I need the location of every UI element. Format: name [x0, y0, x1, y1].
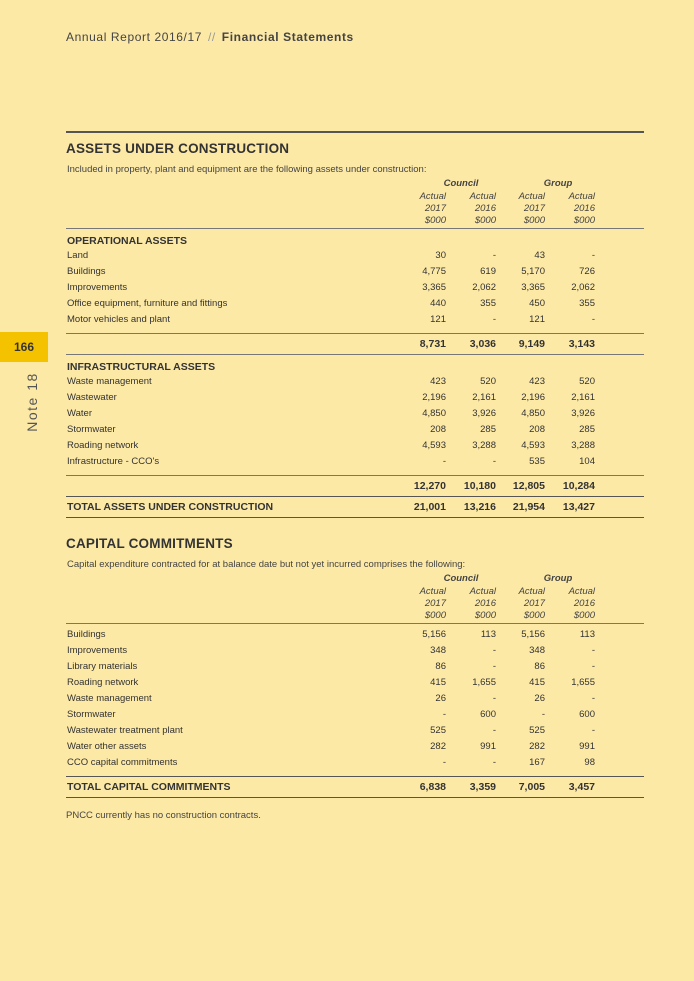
- row-value: -: [492, 725, 496, 736]
- col-actual: Actual: [469, 191, 496, 202]
- row-value: 415: [430, 677, 446, 688]
- row-value: 113: [480, 629, 496, 640]
- row-value: -: [492, 757, 496, 768]
- page-number: 166: [13, 340, 35, 354]
- cc-title: CAPITAL COMMITMENTS: [66, 536, 233, 551]
- table-row: [66, 454, 644, 470]
- assets-under-construction-section: [66, 131, 644, 518]
- row-value: 285: [579, 424, 595, 435]
- table-row: [66, 723, 644, 739]
- col-year: 2017: [424, 598, 446, 609]
- auc-title: ASSETS UNDER CONSTRUCTION: [66, 141, 290, 156]
- row-value: -: [492, 645, 496, 656]
- row-value: 208: [529, 424, 545, 435]
- row-value: 3,365: [521, 282, 545, 293]
- table-row: [66, 280, 644, 296]
- row-value: -: [591, 693, 595, 704]
- table-row: [66, 707, 644, 723]
- row-value: 4,593: [422, 440, 446, 451]
- row-value: 3,926: [472, 408, 496, 419]
- col-actual: Actual: [568, 586, 595, 597]
- auc-grand-total-row: TOTAL ASSETS UNDER CONSTRUCTION 21,001 13,216 21,954 13,427: [67, 501, 595, 513]
- col-actual: Actual: [518, 586, 545, 597]
- row-value: 113: [579, 629, 595, 640]
- row-value: 1,655: [571, 677, 595, 688]
- row-label: Wastewater: [67, 392, 117, 403]
- row-value: 3,926: [571, 408, 595, 419]
- col-year: 2017: [424, 203, 446, 214]
- row-value: 2,161: [571, 392, 595, 403]
- auc-column-header: [66, 178, 644, 228]
- col-unit: $000: [523, 610, 545, 621]
- row-value: 282: [430, 741, 446, 752]
- row-value: 423: [430, 376, 446, 387]
- row-value: 2,196: [521, 392, 545, 403]
- row-value: 4,775: [422, 266, 446, 277]
- row-label: Improvements: [67, 645, 128, 656]
- row-value: 619: [480, 266, 496, 277]
- group-heading: Group: [543, 573, 573, 584]
- row-value: -: [541, 709, 545, 720]
- row-value: 525: [430, 725, 446, 736]
- table-row: [66, 627, 644, 643]
- col-unit: $000: [474, 215, 496, 226]
- row-value: 2,196: [422, 392, 446, 403]
- row-value: -: [492, 250, 496, 261]
- row-label: Waste management: [67, 693, 152, 704]
- col-unit: $000: [573, 610, 595, 621]
- row-label: Waste management: [67, 376, 152, 387]
- row-value: 86: [534, 661, 545, 672]
- cc-footnote: PNCC currently has no construction contracts.: [66, 810, 261, 821]
- row-value: -: [591, 645, 595, 656]
- row-value: 348: [430, 645, 446, 656]
- row-label: Stormwater: [67, 709, 116, 720]
- col-year: 2016: [474, 203, 496, 214]
- group-heading: Group: [543, 178, 573, 189]
- row-value: 98: [584, 757, 595, 768]
- capital-commitments-section: [66, 536, 644, 821]
- row-value: 5,156: [521, 629, 545, 640]
- row-value: 600: [579, 709, 595, 720]
- table-row: [66, 390, 644, 406]
- row-label: CCO capital commitments: [67, 757, 178, 768]
- row-value: -: [442, 456, 446, 467]
- header-separator: //: [207, 30, 216, 44]
- operational-rows: [66, 248, 644, 328]
- council-heading: Council: [443, 178, 479, 189]
- row-value: 2,062: [571, 282, 595, 293]
- row-value: 282: [529, 741, 545, 752]
- table-row: [66, 739, 644, 755]
- row-value: -: [442, 757, 446, 768]
- row-value: 285: [480, 424, 496, 435]
- row-value: 520: [480, 376, 496, 387]
- row-value: 1,655: [472, 677, 496, 688]
- row-value: -: [591, 661, 595, 672]
- row-value: 525: [529, 725, 545, 736]
- row-value: -: [591, 725, 595, 736]
- row-value: 121: [529, 314, 545, 325]
- cc-total-row: TOTAL CAPITAL COMMITMENTS 6,838 3,359 7,005 3,457: [67, 781, 595, 793]
- col-unit: $000: [424, 610, 446, 621]
- table-row: [66, 296, 644, 312]
- row-value: 726: [579, 266, 595, 277]
- col-actual: Actual: [419, 191, 446, 202]
- table-row: [66, 659, 644, 675]
- operational-subtotal-row: 8,731 3,036 9,149 3,143: [419, 338, 595, 350]
- infrastructural-heading: INFRASTRUCTURAL ASSETS: [67, 361, 216, 373]
- row-value: 348: [529, 645, 545, 656]
- page-header: [66, 30, 354, 44]
- row-value: 43: [534, 250, 545, 261]
- cc-column-header: [66, 573, 644, 623]
- table-row: [66, 422, 644, 438]
- col-unit: $000: [523, 215, 545, 226]
- row-label: Library materials: [67, 661, 138, 672]
- row-value: 991: [579, 741, 595, 752]
- table-row: [66, 374, 644, 390]
- table-row: [66, 312, 644, 328]
- auc-intro: Included in property, plant and equipment are the following assets under construction:: [67, 164, 427, 175]
- row-value: 2,062: [472, 282, 496, 293]
- row-value: -: [492, 693, 496, 704]
- col-actual: Actual: [518, 191, 545, 202]
- row-value: 121: [430, 314, 446, 325]
- row-value: 450: [529, 298, 545, 309]
- row-label: Stormwater: [67, 424, 116, 435]
- col-year: 2016: [474, 598, 496, 609]
- row-label: Infrastructure - CCO's: [67, 456, 160, 467]
- table-row: [66, 643, 644, 659]
- row-label: Water: [67, 408, 92, 419]
- row-value: -: [591, 250, 595, 261]
- row-label: Roading network: [67, 440, 139, 451]
- row-value: -: [492, 661, 496, 672]
- table-row: [66, 264, 644, 280]
- infrastructural-rows: [66, 374, 644, 470]
- row-value: 167: [529, 757, 545, 768]
- row-value: 3,365: [422, 282, 446, 293]
- note-label: Note 18: [24, 372, 40, 432]
- row-value: 2,161: [472, 392, 496, 403]
- row-value: -: [442, 709, 446, 720]
- council-heading: Council: [443, 573, 479, 584]
- cc-rows: [66, 627, 644, 771]
- row-value: 440: [430, 298, 446, 309]
- col-actual: Actual: [568, 191, 595, 202]
- row-value: 4,593: [521, 440, 545, 451]
- row-value: -: [591, 314, 595, 325]
- row-value: 4,850: [521, 408, 545, 419]
- row-label: Buildings: [67, 266, 106, 277]
- col-year: 2016: [573, 598, 595, 609]
- row-value: 355: [579, 298, 595, 309]
- col-unit: $000: [573, 215, 595, 226]
- table-row: [66, 248, 644, 264]
- row-value: 415: [529, 677, 545, 688]
- row-value: 5,156: [422, 629, 446, 640]
- row-value: 991: [480, 741, 496, 752]
- col-unit: $000: [474, 610, 496, 621]
- table-row: [66, 406, 644, 422]
- report-title: Annual Report 2016/17: [66, 30, 203, 44]
- row-value: 535: [529, 456, 545, 467]
- row-label: Water other assets: [67, 741, 147, 752]
- col-actual: Actual: [419, 586, 446, 597]
- row-value: 4,850: [422, 408, 446, 419]
- row-label: Wastewater treatment plant: [67, 725, 183, 736]
- row-value: 423: [529, 376, 545, 387]
- row-value: 3,288: [472, 440, 496, 451]
- row-value: 86: [435, 661, 446, 672]
- infrastructural-subtotal-row: 12,270 10,180 12,805 10,284: [413, 480, 595, 492]
- row-value: 355: [480, 298, 496, 309]
- row-value: -: [492, 456, 496, 467]
- row-value: 26: [534, 693, 545, 704]
- col-actual: Actual: [469, 586, 496, 597]
- table-row: [66, 438, 644, 454]
- row-label: Roading network: [67, 677, 139, 688]
- row-value: 5,170: [521, 266, 545, 277]
- col-unit: $000: [424, 215, 446, 226]
- cc-intro: Capital expenditure contracted for at balance date but not yet incurred comprises the following:: [67, 559, 466, 570]
- row-value: 600: [480, 709, 496, 720]
- row-label: Motor vehicles and plant: [67, 314, 170, 325]
- table-row: [66, 691, 644, 707]
- table-row: [66, 675, 644, 691]
- row-value: 520: [579, 376, 595, 387]
- row-value: -: [492, 314, 496, 325]
- row-label: Land: [67, 250, 89, 261]
- col-year: 2016: [573, 203, 595, 214]
- row-label: Improvements: [67, 282, 128, 293]
- page-number-tab: [0, 332, 48, 362]
- operational-heading: OPERATIONAL ASSETS: [67, 235, 187, 247]
- row-value: 208: [430, 424, 446, 435]
- table-row: [66, 755, 644, 771]
- row-value: 30: [435, 250, 446, 261]
- row-label: Buildings: [67, 629, 106, 640]
- row-value: 3,288: [571, 440, 595, 451]
- row-label: Office equipment, furniture and fittings: [67, 298, 228, 309]
- col-year: 2017: [523, 598, 545, 609]
- row-value: 104: [579, 456, 595, 467]
- col-year: 2017: [523, 203, 545, 214]
- section-title: Financial Statements: [221, 30, 354, 44]
- row-value: 26: [435, 693, 446, 704]
